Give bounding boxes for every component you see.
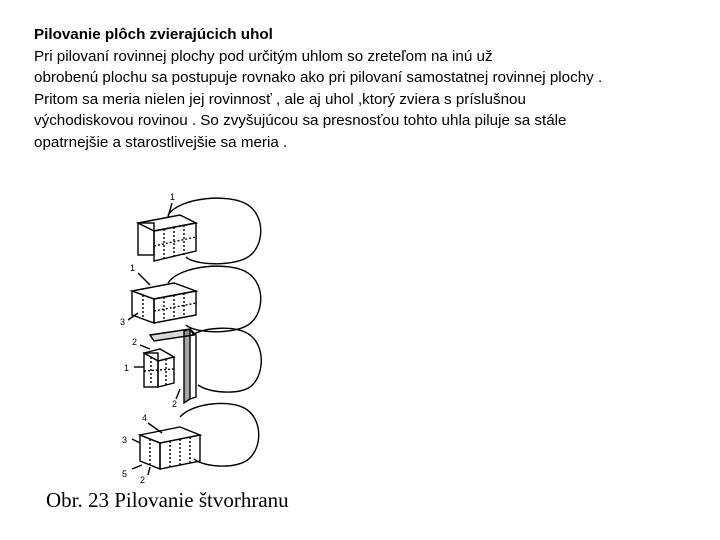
figure-stage-4 bbox=[122, 403, 259, 485]
figure-stage-2 bbox=[120, 263, 261, 332]
stage-4-label-3: 3 bbox=[122, 435, 128, 445]
figure-drawing bbox=[110, 185, 290, 485]
paragraph-line-3: Pritom sa meria nielen jej rovinnosť , ale aj uhol ,ktorý zviera s príslušnou bbox=[34, 90, 526, 108]
stage-3-label-2b: 2 bbox=[172, 399, 178, 409]
stage-2-label-1: 1 bbox=[130, 263, 136, 273]
paragraph-line-2: obrobenú plochu sa postupuje rovnako ako pri pilovaní samostatnej rovinnej plochy . bbox=[34, 69, 603, 86]
stage-3-label-2: 2 bbox=[132, 337, 138, 347]
paragraph-line-4: východiskovou rovinou . So zvyšujúcou sa presnosťou tohto uhla piluje sa stále bbox=[34, 112, 567, 129]
slide-title: Pilovanie plôch zvierajúcich uhol bbox=[34, 26, 273, 43]
stage-1-label-1: 1 bbox=[170, 192, 176, 202]
paragraph-line-1: Pri pilovaní rovinnej plochy pod určitým uhlom so zreteľom na inú už bbox=[34, 47, 493, 65]
stage-4-label-4: 4 bbox=[142, 413, 148, 423]
figure-filing-square bbox=[110, 185, 290, 485]
stage-4-label-2: 2 bbox=[140, 475, 146, 485]
figure-stage-1 bbox=[138, 192, 261, 264]
figure-stage-3 bbox=[124, 328, 261, 409]
figure-caption: Obr. 23 Pilovanie štvorhranu bbox=[46, 488, 289, 512]
paragraph-line-5: opatrnejšie a starostlivejšie sa meria . bbox=[34, 133, 288, 151]
stage-2-label-3: 3 bbox=[120, 317, 126, 327]
stage-3-label-1: 1 bbox=[124, 363, 130, 373]
stage-4-label-5: 5 bbox=[122, 469, 128, 479]
slide-text-block bbox=[34, 24, 714, 153]
